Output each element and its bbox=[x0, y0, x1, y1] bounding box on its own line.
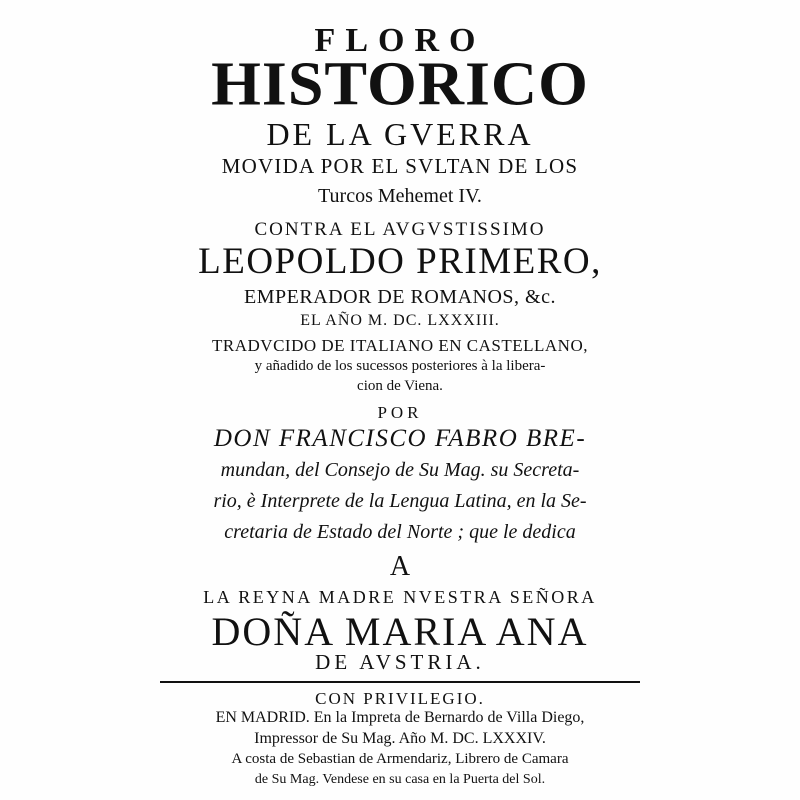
imprint-rule bbox=[160, 681, 640, 683]
year-line: EL AÑO M. DC. LXXXIII. bbox=[300, 312, 500, 329]
por-label: POR bbox=[377, 403, 423, 422]
dedication-a: A bbox=[389, 551, 411, 582]
dedication-austria: DE AVSTRIA. bbox=[315, 650, 485, 674]
imprint-impressor: Impressor de Su Mag. Año M. DC. LXXXIV. bbox=[254, 730, 546, 747]
title-de-la-guerra: DE LA GVERRA bbox=[266, 116, 534, 152]
dedication-reyna: LA REYNA MADRE NVESTRA SEÑORA bbox=[203, 587, 597, 607]
emperador-line: EMPERADOR DE ROMANOS, &c. bbox=[244, 286, 556, 308]
traducido-line: TRADVCIDO DE ITALIANO EN CASTELLANO, bbox=[212, 336, 588, 355]
author-line-3: rio, è Interprete de la Lengua Latina, en la Se- bbox=[213, 490, 587, 512]
leopoldo-line: LEOPOLDO PRIMERO, bbox=[198, 241, 602, 282]
title-historico: HISTORICO bbox=[211, 48, 589, 119]
imprint-costa: A costa de Sebastian de Armendariz, Librero de Camara bbox=[231, 751, 569, 767]
imprint-madrid: EN MADRID. En la Impreta de Bernardo de Villa Diego, bbox=[215, 709, 585, 726]
anadido-line: y añadido de los sucessos posteriores à la libera- bbox=[254, 358, 546, 374]
imprint-vendese: de Su Mag. Vendese en su casa en la Puerta del Sol. bbox=[254, 772, 546, 787]
author-line-2: mundan, del Consejo de Su Mag. su Secreta- bbox=[220, 459, 580, 481]
title-movida: MOVIDA POR EL SVLTAN DE LOS bbox=[221, 154, 579, 178]
title-floro: FLORO bbox=[314, 22, 486, 59]
author-name: DON FRANCISCO FABRO BRE- bbox=[213, 425, 587, 452]
dedication-dona-maria: DOÑA MARIA ANA bbox=[211, 609, 589, 654]
viena-line: cion de Viena. bbox=[357, 378, 443, 394]
author-line-4: cretaria de Estado del Norte ; que le dedica bbox=[224, 521, 576, 543]
imprint-privilegio: CON PRIVILEGIO. bbox=[315, 689, 485, 708]
contra-line: CONTRA EL AVGVSTISSIMO bbox=[254, 219, 546, 240]
title-turcos: Turcos Mehemet IV. bbox=[318, 185, 482, 207]
